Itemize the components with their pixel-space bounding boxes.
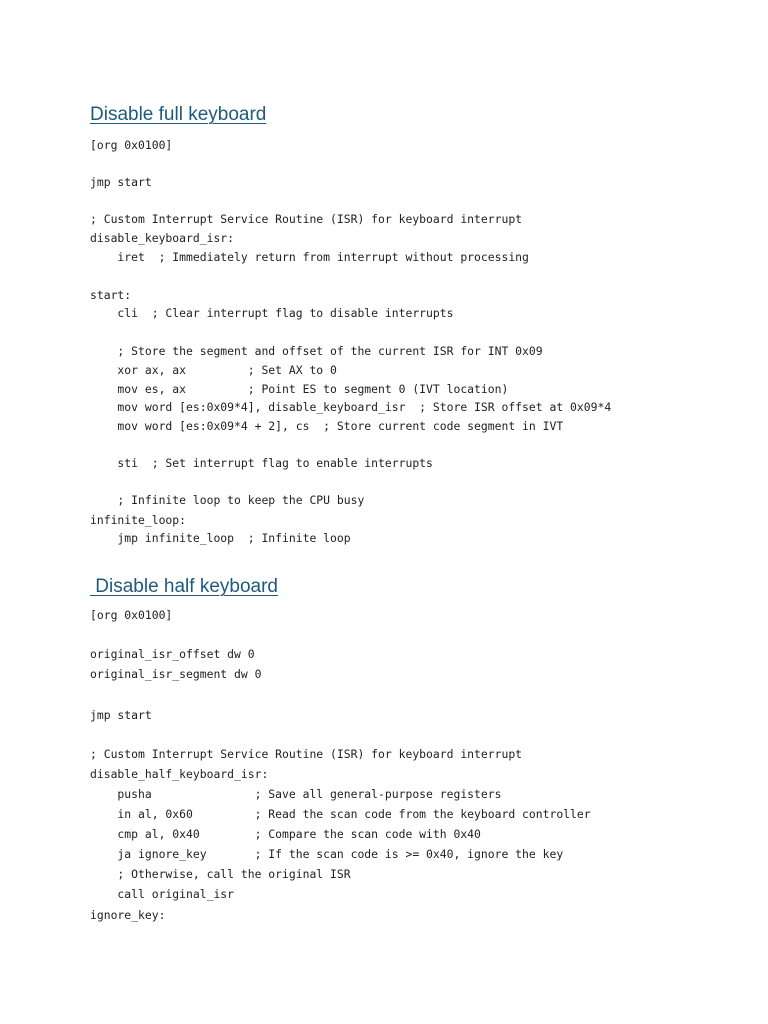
code-line: original_isr_segment dw 0 xyxy=(90,667,262,681)
code-line: disable_half_keyboard_isr: xyxy=(90,767,269,781)
code-line: start: xyxy=(90,288,132,302)
code-line: iret ; Immediately return from interrupt without processing xyxy=(90,250,529,264)
code-line: ja ignore_key ; If the scan code is >= 0x40, ignore the key xyxy=(90,847,564,861)
code-line: ; Store the segment and offset of the current ISR for INT 0x09 xyxy=(90,344,543,358)
code-line: xor ax, ax ; Set AX to 0 xyxy=(90,363,337,377)
code-line: mov word [es:0x09*4 + 2], cs ; Store current code segment in IVT xyxy=(90,419,564,433)
code-line: call original_isr xyxy=(90,887,235,901)
code-line: cli ; Clear interrupt flag to disable interrupts xyxy=(90,306,454,320)
code-line: pusha ; Save all general-purpose registers xyxy=(90,787,502,801)
code-line: jmp infinite_loop ; Infinite loop xyxy=(90,531,351,545)
heading-disable-half-keyboard: Disable half keyboard xyxy=(90,576,278,597)
code-line: [org 0x0100] xyxy=(90,608,173,622)
code-line: jmp start xyxy=(90,708,152,722)
code-line: mov word [es:0x09*4], disable_keyboard_isr ; Store ISR offset at 0x09*4 xyxy=(90,400,612,414)
heading-disable-full-keyboard: Disable full keyboard xyxy=(90,104,267,125)
code-line: mov es, ax ; Point ES to segment 0 (IVT location) xyxy=(90,382,509,396)
code-line: cmp al, 0x40 ; Compare the scan code with 0x40 xyxy=(90,827,481,841)
code-line: disable_keyboard_isr: xyxy=(90,231,235,245)
code-line: sti ; Set interrupt flag to enable interrupts xyxy=(90,456,433,470)
code-line: ; Infinite loop to keep the CPU busy xyxy=(90,493,365,507)
code-line: jmp start xyxy=(90,175,152,189)
code-line: infinite_loop: xyxy=(90,513,187,527)
code-line: ; Custom Interrupt Service Routine (ISR) for keyboard interrupt xyxy=(90,212,523,226)
code-line: ; Custom Interrupt Service Routine (ISR) for keyboard interrupt xyxy=(90,747,523,761)
code-line: in al, 0x60 ; Read the scan code from the keyboard controller xyxy=(90,807,591,821)
code-line: ignore_key: xyxy=(90,908,166,922)
code-line: [org 0x0100] xyxy=(90,138,173,152)
code-line: original_isr_offset dw 0 xyxy=(90,647,255,661)
code-line: ; Otherwise, call the original ISR xyxy=(90,867,351,881)
